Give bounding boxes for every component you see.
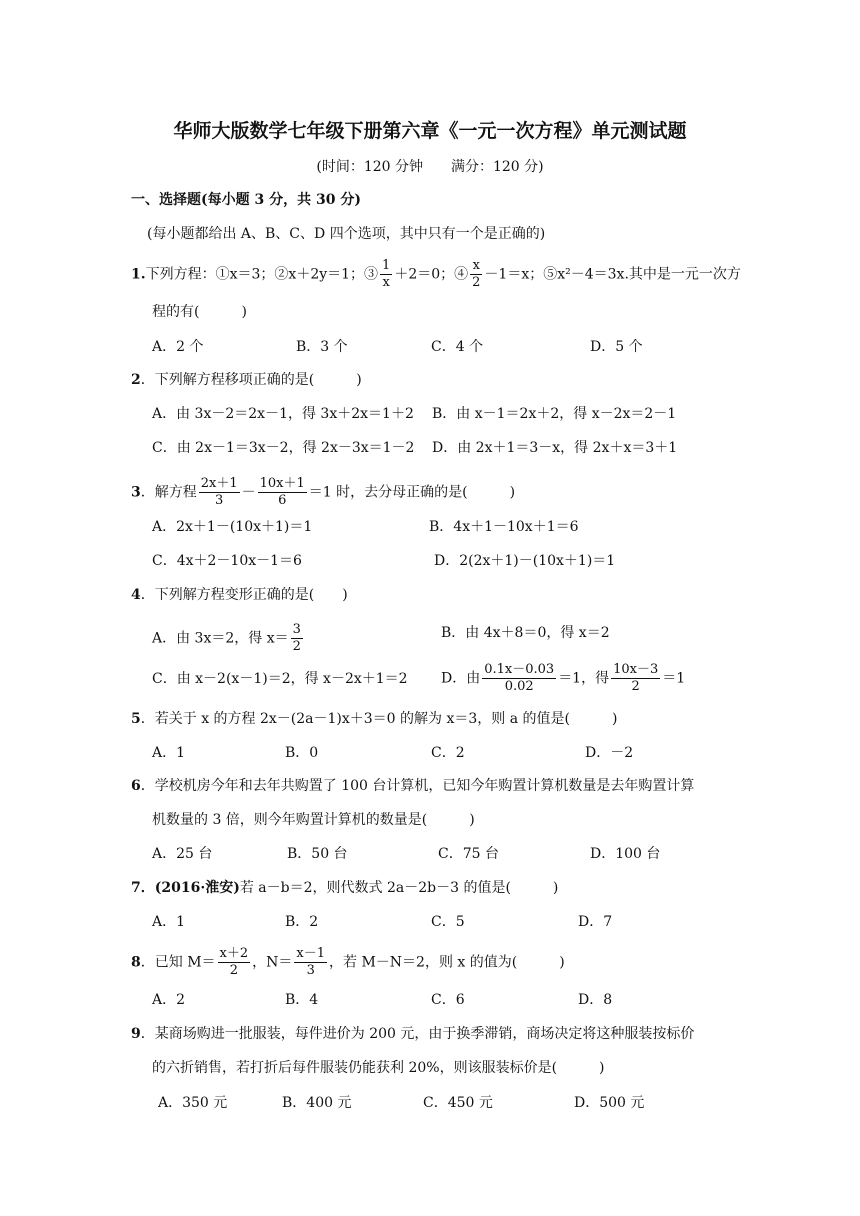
fraction [470, 258, 482, 291]
option-d: D．－2 [585, 745, 634, 761]
question-text: ．学校机房今年和去年共购置了 100 台计算机，已知今年购置计算机数量是去年购置计算 [140, 778, 695, 794]
option-text: ＝1，得 [558, 670, 610, 687]
option-d: D．2(2x＋1)－(10x＋1)＝1 [434, 553, 616, 569]
question-9 [131, 1024, 694, 1044]
option-text: D．由 [441, 670, 481, 687]
question-text: ＋2＝0；④ [394, 266, 469, 283]
option-b: B．3 个 [296, 339, 348, 355]
denominator: x [382, 275, 390, 290]
question-text: ．已知 M＝ [140, 954, 216, 971]
question-5 [131, 709, 617, 729]
numerator: x [470, 258, 482, 275]
question-text: 若 a－b＝2，则代数式 2a－2b－3 的值是( ) [239, 880, 559, 896]
option-a: A．2 [152, 992, 186, 1008]
question-6 [131, 776, 694, 796]
question-number: 2 [131, 372, 141, 388]
question-8 [131, 946, 565, 979]
fraction [380, 258, 392, 291]
fraction [199, 476, 240, 509]
option-c: C．5 [431, 914, 465, 930]
numerator: 3 [292, 622, 301, 637]
option-d [441, 662, 685, 695]
denominator: 3 [215, 493, 224, 508]
option-b: B．4 [285, 992, 319, 1008]
option-c: C．4x＋2－10x－1＝6 [152, 553, 302, 569]
question-number: 8 [131, 954, 141, 971]
denominator: 2 [631, 679, 640, 694]
question-number: 1. [131, 266, 146, 283]
question-source: ．(2016·淮安) [140, 880, 240, 896]
question-text: ＝1 时，去分母正确的是( ) [308, 484, 516, 501]
option-b: B．4x＋1－10x＋1＝6 [429, 519, 579, 535]
question-text: ．下列解方程移项正确的是( ) [140, 372, 362, 388]
option-d: D．7 [578, 914, 613, 930]
option-b: B．由 4x＋8＝0，得 x＝2 [441, 625, 610, 641]
fraction [611, 662, 660, 695]
question-text: ．解方程 [140, 484, 197, 501]
question-text: ，N＝ [252, 954, 293, 971]
denominator: 0.02 [504, 679, 534, 694]
option-d: D．100 台 [590, 846, 661, 862]
denominator: 3 [306, 963, 315, 978]
option-c: C．由 2x－1＝3x－2，得 2x－3x＝1－2 [152, 440, 415, 456]
option-b: B．2 [285, 914, 319, 930]
question-text: － [241, 484, 256, 501]
option-c: C．由 x－2(x－1)＝2，得 x－2x＋1＝2 [152, 671, 408, 687]
denominator: 2 [292, 639, 301, 654]
option-c: C．450 元 [423, 1095, 493, 1111]
option-a: A．由 3x－2＝2x－1，得 3x＋2x＝1＋2 [152, 406, 414, 422]
option-a: A．1 [152, 914, 186, 930]
question-4 [131, 585, 348, 605]
option-text: ＝1 [662, 670, 686, 687]
question-text: ，若 M－N＝2，则 x 的值为( ) [329, 954, 565, 971]
fraction [482, 662, 556, 695]
option-d: D．由 2x＋1＝3－x，得 2x＋x＝3＋1 [432, 440, 678, 456]
question-number: 6 [131, 778, 141, 794]
numerator: x＋2 [219, 946, 249, 961]
question-2 [131, 370, 362, 390]
section-heading: 一、选择题(每小题 3 分，共 30 分) [131, 192, 361, 208]
fraction [218, 946, 251, 979]
question-text: －1＝x；⑤x²－4＝3x.其中是一元一次方 [484, 266, 741, 283]
numerator: 10x＋1 [259, 476, 305, 491]
question-9-line2: 的六折销售，若打折后每件服装仍能获利 20%，则该服装标价是( ) [152, 1060, 605, 1076]
question-number: 3 [131, 484, 141, 501]
question-6-line2: 机数量的 3 倍，则今年购置计算机的数量是( ) [152, 812, 475, 828]
numerator: x－1 [296, 946, 326, 961]
option-c: C．4 个 [431, 339, 484, 355]
question-number: 9 [131, 1026, 141, 1042]
question-1 [131, 258, 741, 291]
fraction [294, 946, 327, 979]
option-text: A．由 3x＝2，得 x＝ [152, 630, 289, 647]
fraction [258, 476, 307, 509]
option-c: C．75 台 [438, 846, 499, 862]
option-d: D．500 元 [574, 1095, 645, 1111]
option-b: B．400 元 [282, 1095, 352, 1111]
question-text: ．若关于 x 的方程 2x－(2a－1)x＋3＝0 的解为 x＝3，则 a 的值是( ) [140, 711, 618, 727]
denominator: 2 [472, 275, 481, 290]
numerator: 0.1x－0.03 [484, 662, 555, 677]
question-number: 4 [131, 587, 141, 603]
option-a: A．2x＋1－(10x＋1)＝1 [152, 519, 313, 535]
option-d: D．8 [578, 992, 613, 1008]
option-a: A．1 [152, 745, 186, 761]
question-number: 5 [131, 711, 141, 727]
option-a [152, 622, 305, 655]
question-number: 7 [131, 880, 141, 896]
option-d: D．5 个 [590, 339, 643, 355]
numerator: 10x－3 [613, 662, 659, 677]
question-1-line2: 程的有( ) [152, 304, 247, 320]
question-text: ．某商场购进一批服装，每件进价为 200 元，由于换季滞销，商场决定将这种服装按标价 [140, 1026, 695, 1042]
question-text: ．下列解方程变形正确的是( ) [140, 587, 348, 603]
option-c: C．2 [431, 745, 465, 761]
page-title: 华师大版数学七年级下册第六章《一元一次方程》单元测试题 [173, 120, 687, 142]
section-note: (每小题都给出 A、B、C、D 四个选项，其中只有一个是正确的) [147, 226, 546, 242]
denominator: 6 [278, 493, 287, 508]
numerator: 2x＋1 [200, 476, 238, 491]
option-b: B．0 [285, 745, 319, 761]
exam-info: (时间：120 分钟 满分：120 分) [316, 159, 544, 175]
option-a: A．350 元 [158, 1095, 228, 1111]
fraction [291, 622, 303, 655]
option-a: A．25 台 [152, 846, 213, 862]
option-b: B．50 台 [287, 846, 348, 862]
option-b: B．由 x－1＝2x＋2，得 x－2x＝2－1 [432, 406, 677, 422]
question-text: 下列方程：①x＝3；②x＋2y＝1；③ [145, 266, 379, 283]
denominator: 2 [229, 963, 238, 978]
numerator: 1 [382, 258, 391, 273]
option-a: A．2 个 [152, 339, 204, 355]
question-3 [131, 476, 515, 509]
question-7 [131, 878, 558, 898]
option-c: C．6 [431, 992, 465, 1008]
